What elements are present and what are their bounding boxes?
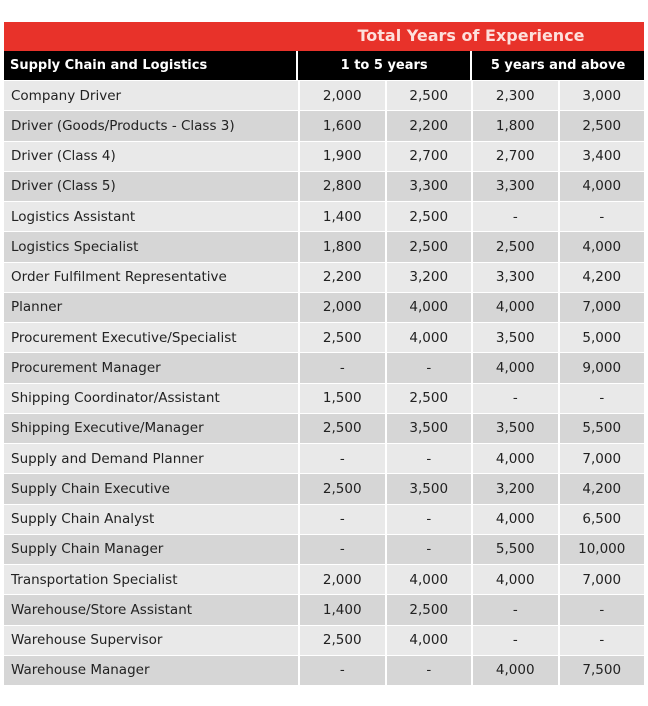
salary-cell: 4,000 (471, 353, 558, 382)
salary-cell: 1,800 (471, 111, 558, 140)
salary-cell: 7,000 (558, 293, 645, 322)
salary-cell: 5,500 (558, 414, 645, 443)
table-row (4, 80, 644, 110)
salary-cell: - (298, 656, 385, 685)
salary-cell: 2,000 (298, 293, 385, 322)
role-label: Driver (Class 5) (11, 178, 116, 195)
salary-cell: - (298, 535, 385, 564)
salary-cell: 4,000 (385, 565, 472, 594)
salary-cell: 2,000 (298, 81, 385, 110)
salary-cell: - (471, 595, 558, 624)
salary-cell: 2,000 (298, 565, 385, 594)
salary-cell: - (298, 353, 385, 382)
table-row (4, 352, 644, 382)
role-label: Transportation Specialist (11, 571, 178, 588)
table-body (4, 80, 644, 685)
salary-cell: 10,000 (558, 535, 645, 564)
salary-cell: - (385, 505, 472, 534)
column-header-category: Supply Chain and Logistics (10, 58, 208, 73)
table-row (4, 534, 644, 564)
salary-cell: 4,000 (471, 505, 558, 534)
table-row (4, 322, 644, 352)
salary-cell: - (385, 353, 472, 382)
column-header-row (4, 51, 644, 80)
salary-cell: 4,200 (558, 263, 645, 292)
role-label: Supply Chain Executive (11, 480, 170, 497)
role-label: Logistics Assistant (11, 208, 136, 225)
salary-cell: 4,000 (471, 656, 558, 685)
salary-cell: 4,000 (471, 293, 558, 322)
salary-cell: - (385, 535, 472, 564)
salary-cell: 2,300 (471, 81, 558, 110)
salary-cell: 1,500 (298, 384, 385, 413)
table-row (4, 292, 644, 322)
salary-cell: 4,000 (385, 293, 472, 322)
salary-cell: 4,000 (558, 172, 645, 201)
salary-cell: 4,000 (385, 626, 472, 655)
salary-cell: 4,000 (471, 565, 558, 594)
table-row (4, 201, 644, 231)
salary-cell: 3,500 (385, 474, 472, 503)
salary-cell: 1,400 (298, 595, 385, 624)
role-label: Procurement Executive/Specialist (11, 329, 237, 346)
salary-cell: 5,500 (471, 535, 558, 564)
salary-cell: 7,000 (558, 444, 645, 473)
table-row (4, 231, 644, 261)
role-label: Logistics Specialist (11, 238, 139, 255)
table-row (4, 473, 644, 503)
role-label: Driver (Goods/Products - Class 3) (11, 117, 235, 134)
salary-cell: 2,500 (471, 232, 558, 261)
salary-cell: 1,900 (298, 142, 385, 171)
salary-cell: 3,300 (471, 263, 558, 292)
salary-cell: 2,500 (298, 474, 385, 503)
salary-cell: 1,600 (298, 111, 385, 140)
role-label: Order Fulfilment Representative (11, 269, 227, 286)
salary-cell: - (298, 505, 385, 534)
salary-cell: 2,500 (385, 384, 472, 413)
role-label: Supply Chain Manager (11, 541, 164, 558)
salary-cell: 2,700 (385, 142, 472, 171)
table-row (4, 413, 644, 443)
salary-cell: 2,800 (298, 172, 385, 201)
role-label: Warehouse Manager (11, 662, 150, 679)
role-label: Planner (11, 299, 63, 316)
salary-cell: 6,500 (558, 505, 645, 534)
column-header-5-years-above: 5 years and above (470, 51, 644, 80)
salary-cell: 2,500 (298, 414, 385, 443)
salary-cell: 3,400 (558, 142, 645, 171)
salary-cell: - (471, 202, 558, 231)
role-label: Procurement Manager (11, 359, 161, 376)
group-header-title: Total Years of Experience (357, 26, 585, 45)
salary-cell: 7,500 (558, 656, 645, 685)
role-label: Supply and Demand Planner (11, 450, 204, 467)
salary-cell: 3,500 (471, 323, 558, 352)
salary-cell: 2,500 (558, 111, 645, 140)
salary-cell: - (558, 626, 645, 655)
table-row (4, 262, 644, 292)
salary-cell: 3,300 (385, 172, 472, 201)
salary-cell: 3,200 (385, 263, 472, 292)
salary-cell: 2,200 (385, 111, 472, 140)
salary-cell: 9,000 (558, 353, 645, 382)
table-row (4, 655, 644, 685)
salary-cell: 2,200 (298, 263, 385, 292)
salary-cell: 2,500 (385, 81, 472, 110)
salary-cell: 1,400 (298, 202, 385, 231)
salary-cell: 4,000 (558, 232, 645, 261)
salary-cell: - (558, 384, 645, 413)
salary-cell: 2,500 (298, 626, 385, 655)
salary-cell: 4,200 (558, 474, 645, 503)
role-label: Warehouse Supervisor (11, 632, 163, 649)
salary-cell: 2,500 (385, 202, 472, 231)
salary-cell: - (471, 384, 558, 413)
salary-cell: 3,500 (471, 414, 558, 443)
salary-cell: 3,300 (471, 172, 558, 201)
table-row (4, 443, 644, 473)
role-label: Shipping Coordinator/Assistant (11, 390, 220, 407)
salary-cell: 2,500 (385, 595, 472, 624)
salary-cell: 2,500 (298, 323, 385, 352)
role-label: Shipping Executive/Manager (11, 420, 204, 437)
salary-cell: - (385, 444, 472, 473)
salary-cell: - (471, 626, 558, 655)
group-header-bar (4, 22, 644, 51)
salary-cell: 3,500 (385, 414, 472, 443)
table-row (4, 564, 644, 594)
salary-cell: 7,000 (558, 565, 645, 594)
salary-table (4, 22, 644, 685)
role-label: Driver (Class 4) (11, 148, 116, 165)
salary-cell: - (558, 595, 645, 624)
role-label: Supply Chain Analyst (11, 511, 155, 528)
table-row (4, 504, 644, 534)
salary-cell: 4,000 (471, 444, 558, 473)
salary-cell: - (298, 444, 385, 473)
column-header-1-to-5-years: 1 to 5 years (296, 51, 470, 80)
salary-cell: 3,000 (558, 81, 645, 110)
salary-cell: - (558, 202, 645, 231)
table-row (4, 594, 644, 624)
table-row (4, 110, 644, 140)
table-row (4, 141, 644, 171)
salary-cell: 4,000 (385, 323, 472, 352)
role-label: Company Driver (11, 87, 122, 104)
salary-cell: 1,800 (298, 232, 385, 261)
salary-cell: 5,000 (558, 323, 645, 352)
table-row (4, 171, 644, 201)
salary-cell: 2,500 (385, 232, 472, 261)
role-label: Warehouse/Store Assistant (11, 601, 193, 618)
salary-cell: - (385, 656, 472, 685)
salary-cell: 2,700 (471, 142, 558, 171)
table-row (4, 625, 644, 655)
salary-cell: 3,200 (471, 474, 558, 503)
table-row (4, 383, 644, 413)
